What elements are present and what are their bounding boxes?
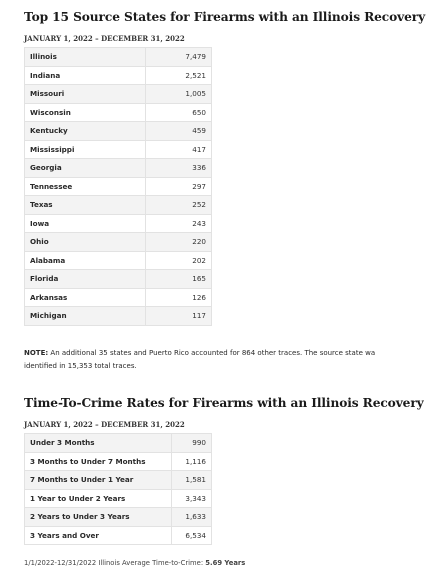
table-row — [25, 452, 212, 471]
table-row — [25, 307, 212, 326]
row-label: Missouri — [25, 85, 146, 104]
row-value: 1,116 — [172, 452, 212, 471]
row-label: Iowa — [25, 214, 146, 233]
table-row — [25, 48, 212, 67]
row-label: Wisconsin — [25, 103, 146, 122]
time-to-crime-title: Time-To-Crime Rates for Firearms with an Illinois Recovery — [24, 396, 424, 410]
row-value: 7,479 — [146, 48, 212, 67]
row-value: 297 — [146, 177, 212, 196]
row-value: 650 — [146, 103, 212, 122]
time-to-crime-table — [24, 433, 212, 545]
row-label: Alabama — [25, 251, 146, 270]
row-label: Kentucky — [25, 122, 146, 141]
row-value: 126 — [146, 288, 212, 307]
table-row — [25, 196, 212, 215]
row-value: 6,534 — [172, 526, 212, 545]
source-states-table — [24, 47, 212, 326]
note-label: NOTE: — [24, 349, 49, 357]
row-value: 459 — [146, 122, 212, 141]
table-row — [25, 85, 212, 104]
table-row — [25, 177, 212, 196]
table-row — [25, 270, 212, 289]
table-row — [25, 233, 212, 252]
row-value: 252 — [146, 196, 212, 215]
row-label: 1 Year to Under 2 Years — [25, 489, 172, 508]
row-value: 3,343 — [172, 489, 212, 508]
row-value: 243 — [146, 214, 212, 233]
row-label: Ohio — [25, 233, 146, 252]
note-text-line1: An additional 35 states and Puerto Rico accounted for 864 other traces. The source state wa — [50, 349, 376, 357]
table-row — [25, 66, 212, 85]
table-row — [25, 434, 212, 453]
table-row — [25, 140, 212, 159]
source-states-note — [24, 347, 375, 373]
row-value: 2,521 — [146, 66, 212, 85]
row-value: 1,005 — [146, 85, 212, 104]
row-value: 1,633 — [172, 508, 212, 527]
row-value: 202 — [146, 251, 212, 270]
table-row — [25, 251, 212, 270]
row-label: Georgia — [25, 159, 146, 178]
table-row — [25, 526, 212, 545]
row-label: 7 Months to Under 1 Year — [25, 471, 172, 490]
time-to-crime-table-body — [25, 434, 212, 545]
table-row — [25, 508, 212, 527]
row-label: Florida — [25, 270, 146, 289]
note-text-line2: identified in 15,353 total traces. — [24, 362, 137, 370]
table-row — [25, 489, 212, 508]
row-value: 220 — [146, 233, 212, 252]
row-label: Mississippi — [25, 140, 146, 159]
row-label: Indiana — [25, 66, 146, 85]
table-row — [25, 103, 212, 122]
row-label: 3 Years and Over — [25, 526, 172, 545]
source-states-title: Top 15 Source States for Firearms with an Illinois Recovery — [24, 10, 426, 24]
row-value: 336 — [146, 159, 212, 178]
average-time-to-crime-label: 1/1/2022-12/31/2022 Illinois Average Time-to-Crime: — [24, 559, 204, 567]
row-value: 990 — [172, 434, 212, 453]
row-label: Under 3 Months — [25, 434, 172, 453]
table-row — [25, 288, 212, 307]
row-value: 417 — [146, 140, 212, 159]
row-value: 165 — [146, 270, 212, 289]
row-label: 3 Months to Under 7 Months — [25, 452, 172, 471]
source-states-date-range: JANUARY 1, 2022 – DECEMBER 31, 2022 — [24, 34, 185, 43]
average-time-to-crime — [24, 559, 245, 567]
row-label: Texas — [25, 196, 146, 215]
table-row — [25, 214, 212, 233]
row-label: Tennessee — [25, 177, 146, 196]
row-label: Illinois — [25, 48, 146, 67]
row-value: 1,581 — [172, 471, 212, 490]
row-label: Michigan — [25, 307, 146, 326]
source-states-table-body — [25, 48, 212, 326]
table-row — [25, 471, 212, 490]
row-label: 2 Years to Under 3 Years — [25, 508, 172, 527]
average-time-to-crime-value: 5.69 Years — [205, 559, 246, 567]
table-row — [25, 122, 212, 141]
row-value: 117 — [146, 307, 212, 326]
table-row — [25, 159, 212, 178]
time-to-crime-date-range: JANUARY 1, 2022 – DECEMBER 31, 2022 — [24, 420, 185, 429]
row-label: Arkansas — [25, 288, 146, 307]
